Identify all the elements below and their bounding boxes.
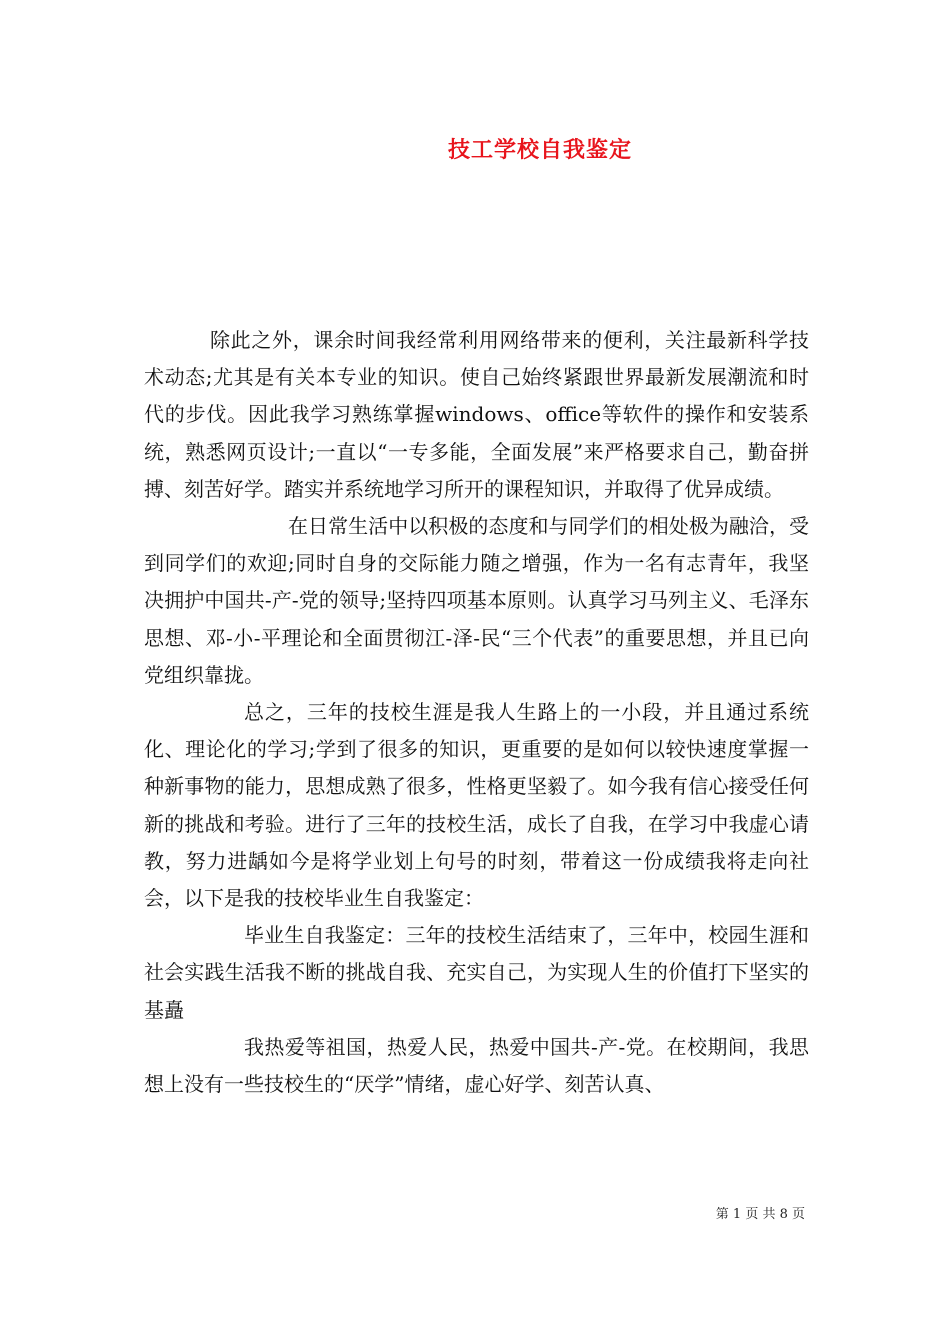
document-title: 技工学校自我鉴定 [447, 137, 632, 163]
paragraph-1: 除此之外，课余时间我经常利用网络带来的便利，关注最新科学技术动态;尤其是有关本专业的知识。使自己始终紧跟世界最新发展潮流和时代的步伐。因此我学习熟练掌握windows、office等软件的操作和安装系统，熟悉网页设计;一直以“一专多能，全面发展”来严格要求自己，勤奋拼搏、刻苦好学。踏实并系统地学习所开的课程知识，并取得了优异成绩。 [144, 328, 809, 501]
page-number-footer: 第 1 页 共 8 页 [715, 1207, 805, 1222]
paragraph-5: 我热爱等祖国，热爱人民，热爱中国共-产-党。在校期间，我思想上没有一些技校生的“厌学”情绪，虚心好学、刻苦认真、 [144, 1034, 809, 1097]
document-body [144, 322, 809, 1103]
paragraph-4: 毕业生自我鉴定：三年的技校生活结束了，三年中，校园生涯和社会实践生活我不断的挑战自我、充实自己，为实现人生的价值打下坚实的基矗 [144, 923, 809, 1022]
paragraph-2: 在日常生活中以积极的态度和与同学们的相处极为融洽，受到同学们的欢迎;同时自身的交际能力随之增强，作为一名有志青年，我坚决拥护中国共-产-党的领导;坚持四项基本原则。认真学习马列主义、毛泽东思想、邓-小-平理论和全面贯彻江-泽-民“三个代表”的重要思想，并且已向党组织靠拢。 [144, 514, 809, 687]
paragraph-3: 总之，三年的技校生涯是我人生路上的一小段，并且通过系统化、理论化的学习;学到了很多的知识，更重要的是如何以较快速度掌握一种新事物的能力，思想成熟了很多，性格更坚毅了。如今我有信心接受任何新的挑战和考验。进行了三年的技校生活，成长了自我，在学习中我虚心请教，努力进龋如今是将学业划上句号的时刻，带着这一份成绩我将走向社会，以下是我的技校毕业生自我鉴定： [144, 700, 809, 911]
